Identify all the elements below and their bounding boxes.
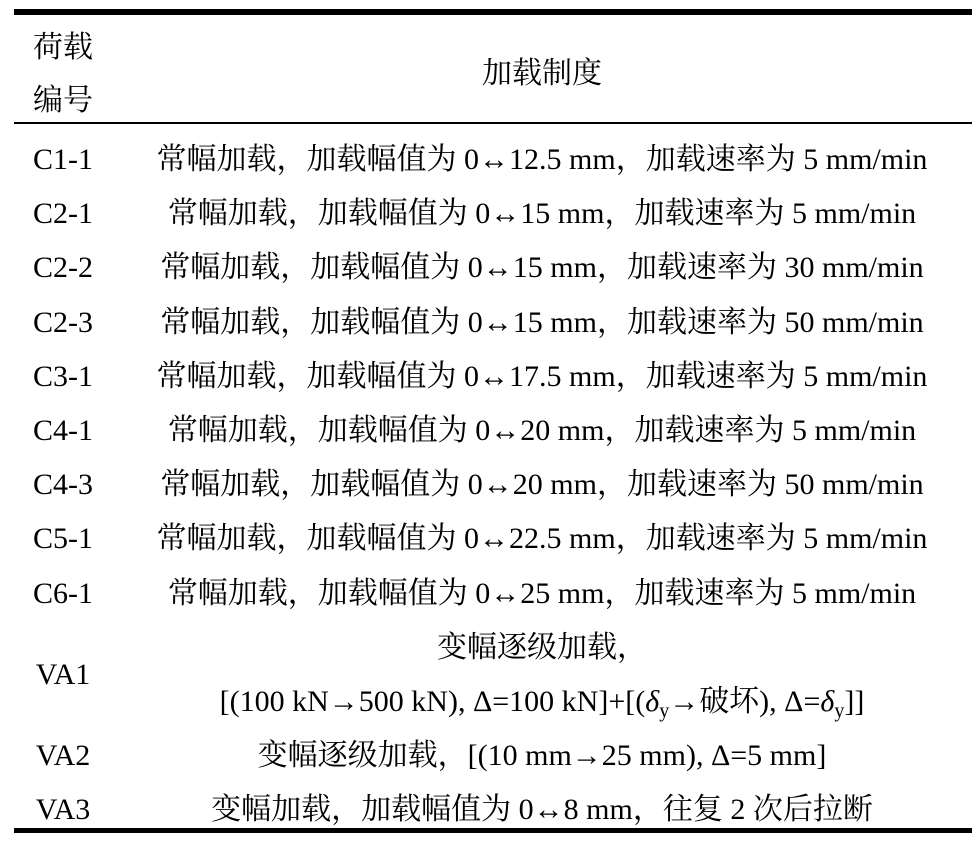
loading-protocol-cell: 常幅加载，加载幅值为 0↔20 mm，加载速率为 5 mm/min [167,413,917,447]
loading-protocol-cell: 变幅逐级加载，[(10 mm→25 mm), Δ=5 mm] [257,739,827,773]
loading-protocol-cell: 常幅加载，加载幅值为 0↔15 mm，加载速率为 30 mm/min [160,251,924,285]
loading-protocol-cell: 常幅加载，加载幅值为 0↔15 mm，加载速率为 5 mm/min [167,197,917,231]
protocol-text: →破坏), Δ= [669,684,821,718]
loading-protocol-line1: 变幅逐级加载， [437,630,647,664]
table-row [14,621,972,729]
loading-protocol-cell: 常幅加载，加载幅值为 0↔17.5 mm，加载速率为 5 mm/min [156,359,928,393]
specimen-id-cell: C3-1 [33,359,93,393]
specimen-id-cell: C2-1 [33,197,93,231]
yield-displacement-symbol: δ [645,684,660,718]
header-specimen-id [14,21,112,127]
table-bottom-rule [14,828,972,833]
header-specimen-id-line1: 荷载 [33,31,93,64]
header-specimen-id-line2: 编号 [33,84,93,117]
specimen-id-cell: C4-1 [33,413,93,447]
loading-protocol-cell: 常幅加载，加载幅值为 0↔20 mm，加载速率为 50 mm/min [160,468,924,502]
protocol-text: ]] [844,684,865,718]
loading-protocol-cell: 常幅加载，加载幅值为 0↔15 mm，加载速率为 50 mm/min [160,305,924,339]
table-row [14,133,972,187]
yield-subscript: y [659,699,670,722]
specimen-id-cell: C5-1 [33,522,93,556]
specimen-id-cell: C2-3 [33,305,93,339]
table-row [14,458,972,512]
specimen-id-cell: VA3 [35,793,91,827]
loading-protocol-cell: 常幅加载，加载幅值为 0↔25 mm，加载速率为 5 mm/min [167,576,917,610]
yield-displacement-symbol: δ [820,684,835,718]
loading-protocol-cell [112,621,972,729]
specimen-id-cell: C4-3 [33,468,93,502]
table-header [14,21,972,127]
table-top-rule [14,9,972,15]
yield-subscript: y [834,699,845,722]
specimen-id-cell: VA1 [35,657,91,691]
loading-protocol-line2 [112,675,972,729]
protocol-text: [(100 kN→500 kN), Δ=100 kN]+[( [219,684,646,718]
specimen-id-cell: VA2 [35,739,91,773]
table-row [14,729,972,783]
specimen-id-cell: C6-1 [33,576,93,610]
table-row [14,296,972,350]
loading-protocol-cell: 常幅加载，加载幅值为 0↔22.5 mm，加载速率为 5 mm/min [156,522,928,556]
table-row [14,350,972,404]
header-loading-protocol: 加载制度 [482,57,602,90]
loading-protocol-cell: 变幅加载，加载幅值为 0↔8 mm，往复 2 次后拉断 [211,793,873,827]
table-row [14,241,972,295]
table-row [14,567,972,621]
table-row [14,187,972,241]
table-header-rule [14,122,972,124]
loading-protocol-cell: 常幅加载，加载幅值为 0↔12.5 mm，加载速率为 5 mm/min [156,143,928,176]
specimen-id-cell: C1-1 [33,143,93,176]
table-body [14,133,972,837]
table-row [14,404,972,458]
specimen-id-cell: C2-2 [33,251,93,285]
table-row [14,512,972,566]
